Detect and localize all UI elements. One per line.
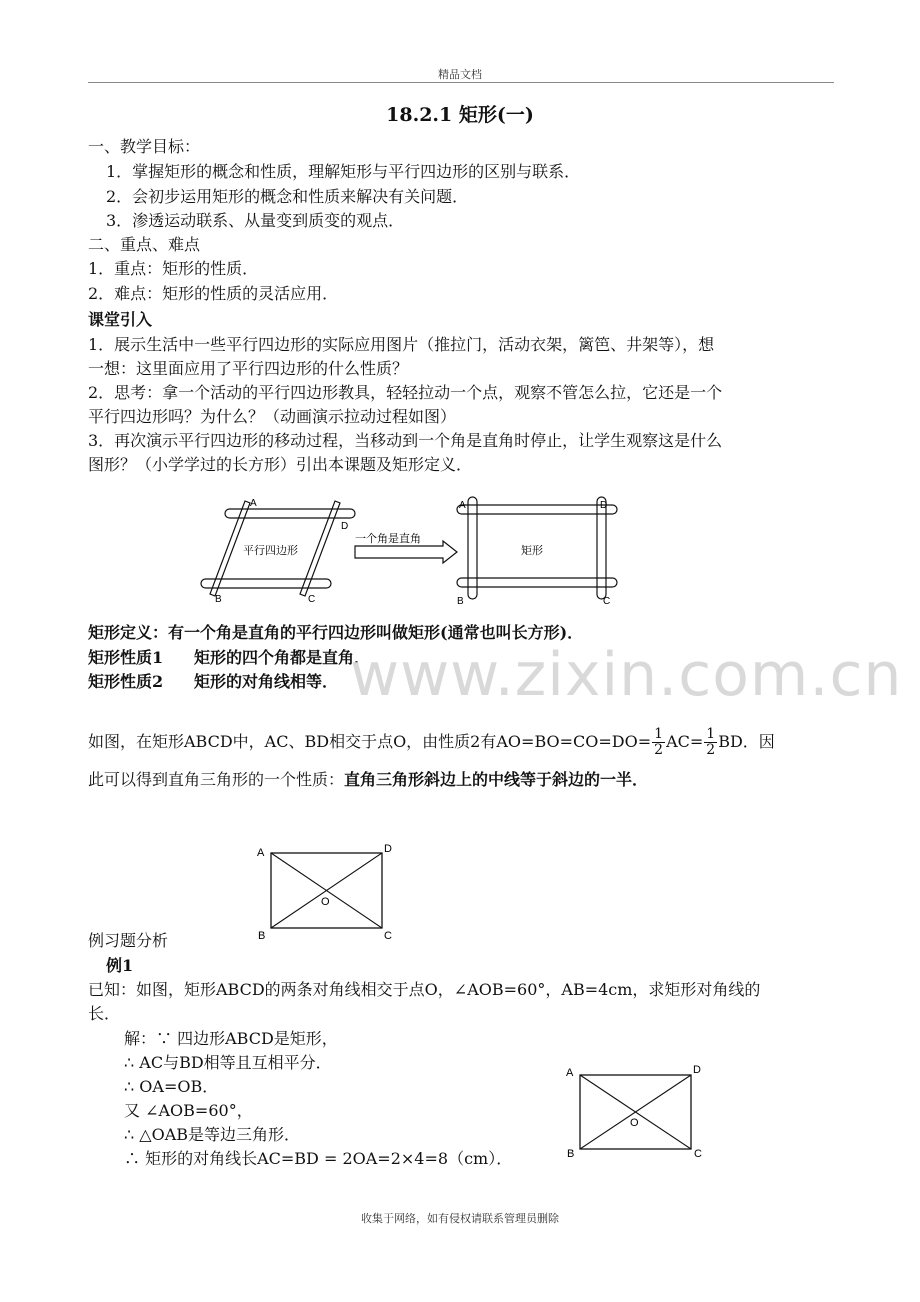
center-label: O [321, 896, 330, 908]
solution-step: ∴ OA=OB． [124, 1077, 219, 1096]
page-footer: 收集于网络，如有侵权请联系管理员删除 [361, 1212, 559, 1225]
solution-step: 解：∵ 四边形ABCD是矩形， [124, 1029, 338, 1048]
fraction-numerator: 1 [706, 726, 716, 742]
vertex-label: A [257, 847, 265, 859]
example-given: 已知：如图，矩形ABCD的两条对角线相交于点O，∠AOB=60°，AB=4cm，求矩形对角线的 [88, 980, 761, 999]
intro-line: 平行四边形吗？为什么？（动画演示拉动过程如图） [88, 407, 457, 426]
fraction-half [704, 727, 717, 758]
median-property: 直角三角形斜边上的中线等于斜边的一半． [344, 770, 649, 789]
example-title: 例1 [106, 956, 134, 975]
vertex-label: D [693, 1064, 701, 1076]
explain-line-1 [88, 720, 775, 764]
explain-text: 如图，在矩形ABCD中，AC、BD相交于点O，由性质2有AO=BO=CO=DO= [88, 732, 652, 751]
fraction-half [652, 727, 665, 758]
fraction-numerator: 1 [654, 726, 664, 742]
page-header: 精品文档 [438, 68, 482, 81]
example-section-heading: 例习题分析 [88, 931, 169, 950]
goal-item: 3．渗透运动联系、从量变到质变的观点． [106, 211, 405, 230]
rectangle-diagonals-figure [252, 838, 402, 944]
solution-step: 又 ∠AOB=60°， [124, 1101, 253, 1120]
key-item: 1．重点：矩形的性质． [88, 259, 259, 278]
vertex-label: D [341, 521, 349, 532]
key-heading: 二、重点、难点 [88, 235, 201, 254]
property-1-label: 矩形性质1 [88, 648, 164, 667]
solution-step: ∴ △OAB是等边三角形． [124, 1125, 301, 1144]
intro-line: 一想：这里面应用了平行四边形的什么性质？ [88, 359, 409, 378]
vertex-label: C [384, 930, 392, 942]
solution-step: ∴ AC与BD相等且互相平分． [124, 1053, 332, 1072]
fraction-denominator: 2 [706, 742, 716, 758]
example-rectangle-figure [560, 1060, 710, 1168]
fraction-denominator: 2 [654, 742, 664, 758]
vertex-label: D [600, 500, 608, 511]
vertex-label: B [258, 930, 266, 942]
goal-item: 2．会初步运用矩形的概念和性质来解决有关问题． [106, 187, 469, 206]
property-1-text: 矩形的四个角都是直角． [194, 648, 371, 667]
intro-line: 图形？（小学学过的长方形）引出本课题及矩形定义． [88, 455, 473, 474]
vertex-label: A [459, 500, 466, 511]
vertex-label: C [308, 594, 316, 605]
example-given: 长． [88, 1004, 121, 1023]
center-label: O [630, 1117, 639, 1129]
header-rule [88, 82, 834, 83]
rectangle-definition: 矩形定义：有一个角是直角的平行四边形叫做矩形(通常也叫长方形)． [88, 623, 584, 642]
vertex-label: A [566, 1067, 574, 1079]
page-title: 18.2.1 矩形(一) [386, 104, 534, 126]
intro-line: 2．思考：拿一个活动的平行四边形教具，轻轻拉动一个点，观察不管怎么拉，它还是一个 [88, 383, 723, 402]
vertex-label: B [215, 594, 222, 605]
solution-step: ∴ 矩形的对角线长AC=BD = 2OA=2×4=8（cm）． [124, 1149, 513, 1168]
arrow-label: 一个角是直角 [355, 533, 421, 545]
goals-heading: 一、教学目标： [88, 137, 201, 156]
parallelogram-to-rectangle-figure [195, 492, 625, 614]
vertex-label: C [603, 596, 611, 607]
explain-text: BD．因 [718, 732, 775, 751]
explain-text: 此可以得到直角三角形的一个性质： [88, 770, 345, 789]
vertex-label: B [567, 1148, 575, 1160]
watermark: www.zixin.com.cn [350, 640, 903, 710]
vertex-label: D [384, 843, 392, 855]
intro-line: 3．再次演示平行四边形的移动过程，当移动到一个角是直角时停止，让学生观察这是什么 [88, 431, 723, 450]
goal-item: 1．掌握矩形的概念和性质，理解矩形与平行四边形的区别与联系． [106, 162, 581, 181]
explain-line-2 [88, 769, 648, 791]
property-2-label: 矩形性质2 [88, 672, 164, 691]
key-item: 2．难点：矩形的性质的灵活应用． [88, 284, 339, 303]
explain-text: AC= [666, 732, 704, 751]
vertex-label: A [250, 498, 257, 509]
intro-line: 1．展示生活中一些平行四边形的实际应用图片（推拉门，活动衣架，篱笆、井架等），想 [88, 335, 715, 354]
parallelogram-label: 平行四边形 [243, 545, 298, 557]
rectangle-label: 矩形 [521, 545, 543, 557]
intro-heading: 课堂引入 [88, 310, 153, 329]
vertex-label: C [694, 1148, 702, 1160]
vertex-label: B [457, 596, 464, 607]
property-2-text: 矩形的对角线相等． [194, 672, 339, 691]
